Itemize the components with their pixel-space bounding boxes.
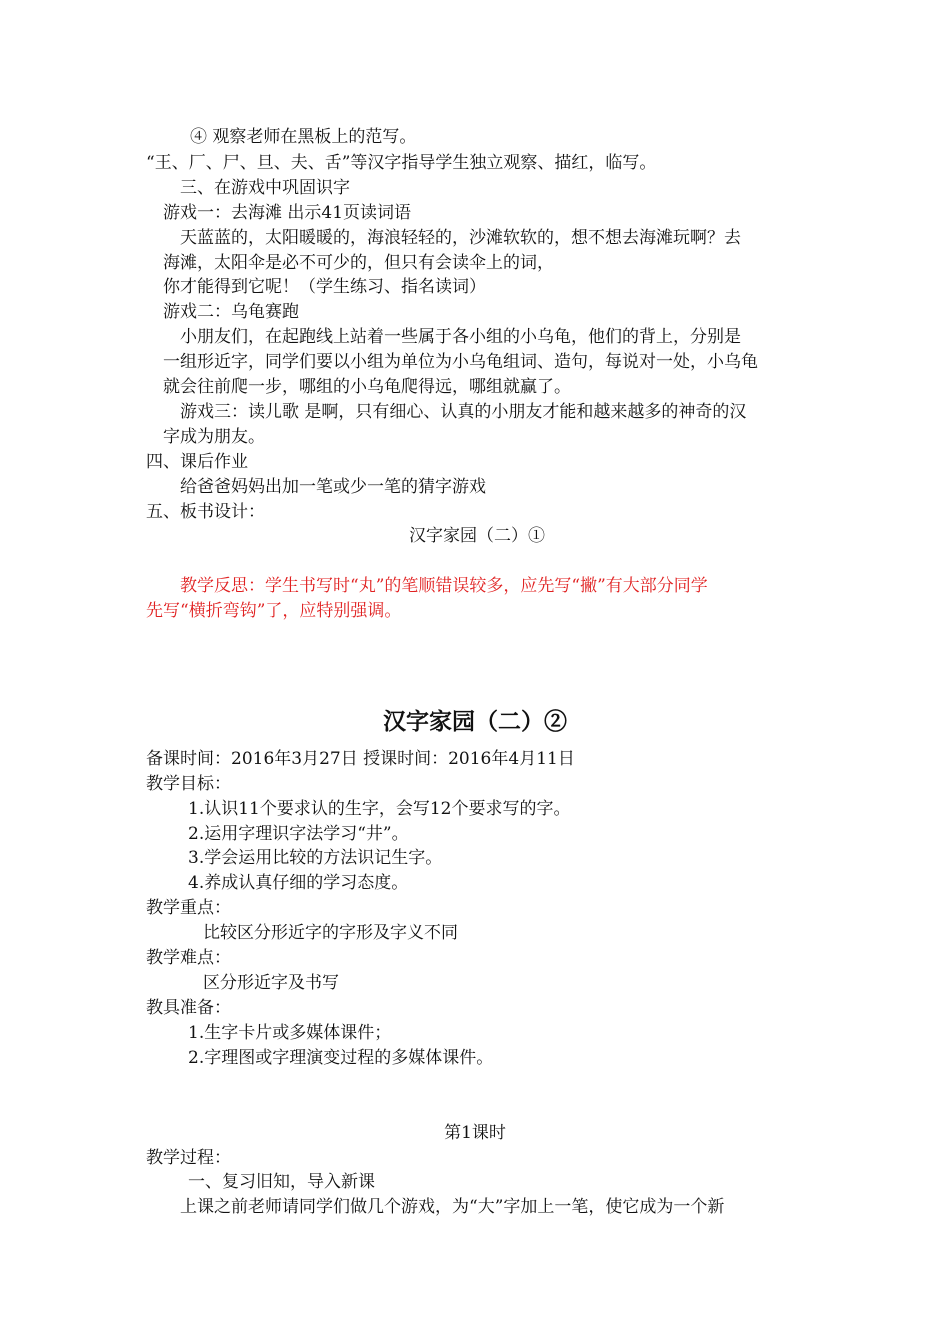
game1-title: 游戏一：去海滩 出示41页读词语 xyxy=(163,203,412,223)
board-design-title: 汉字家园（二）① xyxy=(409,526,545,546)
goals-label: 教学目标： xyxy=(146,774,231,794)
game3-paragraph-line2: 字成为朋友。 xyxy=(163,427,265,447)
part4-heading: 四、课后作业 xyxy=(146,452,248,472)
key-points-label: 教学重点： xyxy=(146,898,231,918)
game2-paragraph-line2: 一组形近字，同学们要以小组为单位为小乌龟组词、造句，每说对一处，小乌龟 xyxy=(163,352,758,372)
game2-paragraph-line3: 就会往前爬一步，哪组的小乌龟爬得远，哪组就赢了。 xyxy=(163,377,571,397)
process-label: 教学过程： xyxy=(146,1148,231,1168)
game3-paragraph-line1: 游戏三：读儿歌 是啊，只有细心、认真的小朋友才能和越来越多的神奇的汉 xyxy=(180,402,747,422)
game1-paragraph-line2: 海滩，太阳伞是必不可少的，但只有会读伞上的词， xyxy=(163,253,554,273)
material-item: 2.字理图或字理演变过程的多媒体课件。 xyxy=(188,1048,494,1068)
period-heading: 第1课时 xyxy=(444,1123,506,1143)
difficulty-text: 区分形近字及书写 xyxy=(203,973,339,993)
chars-guidance-text: “王、厂、尸、旦、夫、舌”等汉字指导学生独立观察、描红，临写。 xyxy=(146,153,657,173)
part3-heading: 三、在游戏中巩固识字 xyxy=(180,178,350,198)
goal-item: 4.养成认真仔细的学习态度。 xyxy=(188,873,409,893)
game2-paragraph-line1: 小朋友们，在起跑线上站着一些属于各小组的小乌龟，他们的背上，分别是 xyxy=(180,327,741,347)
lesson-dates: 备课时间：2016年3月27日 授课时间：2016年4月11日 xyxy=(146,749,575,769)
lesson-title: 汉字家园（二）② xyxy=(383,708,567,735)
game1-paragraph-line3: 你才能得到它呢！（学生练习、指名读词） xyxy=(163,277,486,297)
game1-paragraph-line1: 天蓝蓝的，太阳暖暖的，海浪轻轻的，沙滩软软的，想不想去海滩玩啊？去 xyxy=(180,228,741,248)
part5-heading: 五、板书设计： xyxy=(146,502,265,522)
materials-label: 教具准备： xyxy=(146,998,231,1018)
goal-item: 3.学会运用比较的方法识记生字。 xyxy=(188,848,443,868)
goal-item: 1.认识11个要求认的生字，会写12个要求写的字。 xyxy=(188,799,571,819)
homework-text: 给爸爸妈妈出加一笔或少一笔的猜字游戏 xyxy=(180,477,486,497)
reflection-line2: 先写“横折弯钩”了，应特别强调。 xyxy=(146,601,402,621)
key-points-text: 比较区分形近字的字形及字义不同 xyxy=(203,923,458,943)
step1-text: 上课之前老师请同学们做几个游戏，为“大”字加上一笔，使它成为一个新 xyxy=(180,1197,725,1217)
goal-item: 2.运用字理识字法学习“井”。 xyxy=(188,824,409,844)
difficulty-label: 教学难点： xyxy=(146,948,231,968)
material-item: 1.生字卡片或多媒体课件； xyxy=(188,1023,392,1043)
step1-heading: 一、复习旧知，导入新课 xyxy=(188,1172,375,1192)
game2-title: 游戏二：乌龟赛跑 xyxy=(163,302,299,322)
reflection-line1: 教学反思：学生书写时“丸”的笔顺错误较多，应先写“撇”有大部分同学 xyxy=(180,576,708,596)
step-4-text: ④ 观察老师在黑板上的范写。 xyxy=(190,127,417,147)
